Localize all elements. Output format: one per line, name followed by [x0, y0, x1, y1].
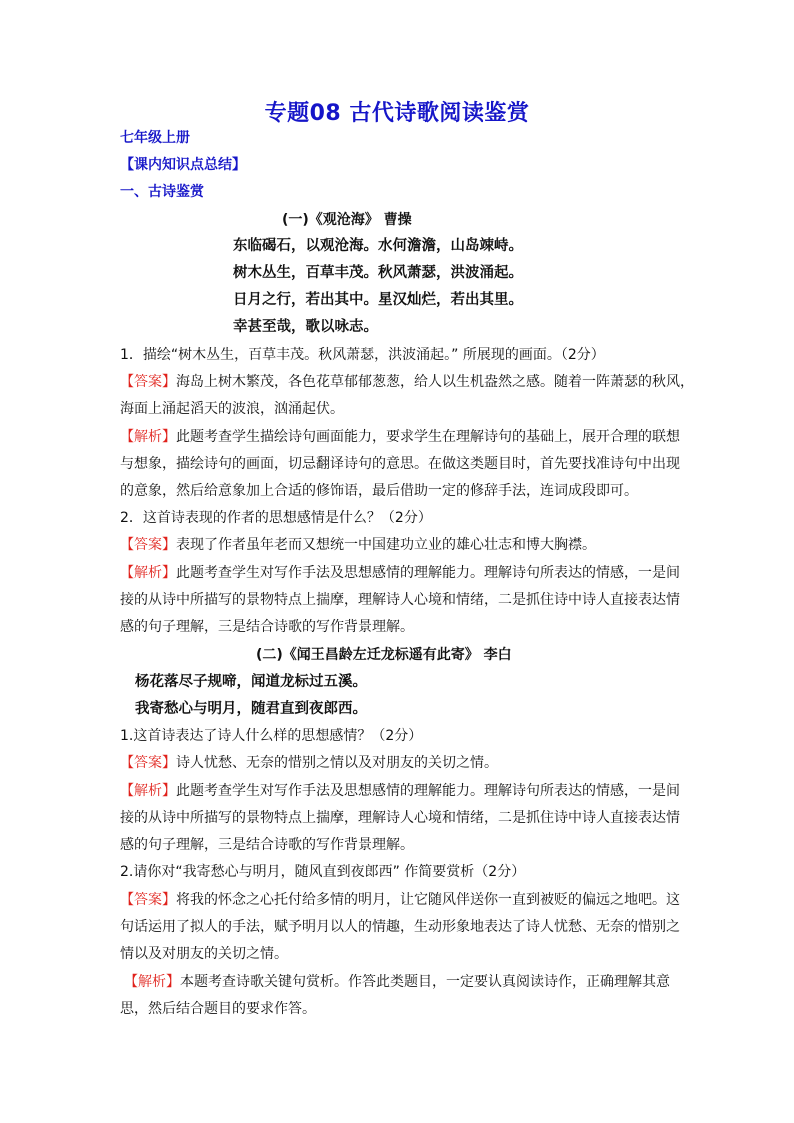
q1-analysis-cont: 的意象，然后给意象加上合适的修饰语，最后借助一定的修辞手法，连词成段即可。: [120, 483, 638, 499]
q3-analysis-cont: 接的从诗中所描写的景物特点上揣摩，理解诗人心境和情绪，二是抓住诗中诗人直接表达情: [120, 810, 680, 826]
q3-answer-line: [120, 753, 498, 773]
q4-question: 2.请你对“我寄愁心与明月，随风直到夜郎西” 作简要赏析（2分）: [120, 864, 526, 880]
poem1-line: 幸甚至哉，歌以咏志。: [233, 319, 378, 335]
q1-analysis-cont: 与想象，描绘诗句的画面，切忌翻译诗句的意思。在做这类题目时，首先要找准诗句中出现: [120, 456, 680, 472]
analysis-text: 此题考查学生对写作手法及思想感情的理解能力。理解诗句所表达的情感，一是间: [176, 783, 680, 799]
q1-answer-cont: 海面上涌起滔天的波浪，汹涌起伏。: [120, 401, 344, 417]
poem1-line: 树木丛生，百草丰茂。秋风萧瑟，洪波涌起。: [233, 265, 523, 281]
answer-tag: 【答案】: [120, 537, 176, 553]
poem1-title: (一)《观沧海》 曹操: [282, 212, 412, 228]
q1-analysis-line: [120, 427, 680, 447]
answer-text: 表现了作者虽年老而又想统一中国建功立业的雄心壮志和博大胸襟。: [176, 537, 596, 553]
q4-answer-cont: 句话运用了拟人的手法，赋予明月以人的情趣，生动形象地表达了诗人忧愁、无奈的惜别之: [120, 919, 680, 935]
analysis-text: 此题考查学生对写作手法及思想感情的理解能力。理解诗句所表达的情感，一是间: [176, 565, 680, 581]
answer-tag: 【答案】: [120, 755, 176, 771]
summary-heading: 【课内知识点总结】: [120, 157, 246, 173]
poem1-line: 东临碣石，以观沧海。水何澹澹，山岛竦峙。: [233, 238, 523, 254]
q2-analysis-cont: 感的句子理解，三是结合诗歌的写作背景理解。: [120, 619, 414, 635]
q2-answer-line: [120, 535, 596, 555]
answer-text: 诗人忧愁、无奈的惜别之情以及对朋友的关切之情。: [176, 755, 498, 771]
analysis-text: 本题考查诗歌关键句赏析。作答此类题目，一定要认真阅读诗作，正确理解其意: [180, 974, 670, 990]
q3-analysis-line: [120, 781, 680, 801]
poem2-line: 我寄愁心与明月，随君直到夜郎西。: [135, 701, 367, 717]
poem1-line: 日月之行，若出其中。星汉灿烂，若出其里。: [233, 292, 523, 308]
analysis-tag: 【解析】: [120, 429, 176, 445]
q4-analysis-line: [124, 972, 670, 992]
q2-question: 2．这首诗表现的作者的思想感情是什么？（2分）: [120, 510, 432, 526]
answer-text: 将我的怀念之心托付给多情的明月，让它随风伴送你一直到被贬的偏远之地吧。这: [176, 892, 680, 908]
analysis-tag: 【解析】: [120, 565, 176, 581]
q3-analysis-cont: 感的句子理解，三是结合诗歌的写作背景理解。: [120, 837, 414, 853]
q4-answer-cont: 情以及对朋友的关切之情。: [120, 946, 288, 962]
answer-tag: 【答案】: [120, 374, 176, 390]
q3-question: 1.这首诗表达了诗人什么样的思想感情？（2分）: [120, 728, 423, 744]
analysis-text: 此题考查学生描绘诗句画面能力，要求学生在理解诗句的基础上，展开合理的联想: [176, 429, 680, 445]
analysis-tag: 【解析】: [120, 783, 176, 799]
grade-label: 七年级上册: [120, 130, 190, 146]
poem2-line: 杨花落尽子规啼，闻道龙标过五溪。: [135, 674, 367, 690]
q4-analysis-cont: 思，然后结合题目的要求作答。: [120, 1001, 316, 1017]
answer-tag: 【答案】: [120, 892, 176, 908]
q2-analysis-line: [120, 563, 680, 583]
q1-question: 1．描绘“树木丛生，百草丰茂。秋风萧瑟，洪波涌起。” 所展现的画面。（2分）: [120, 347, 605, 363]
analysis-tag: 【解析】: [124, 974, 180, 990]
section-heading: 一、古诗鉴赏: [120, 184, 204, 200]
q1-answer-line: [120, 372, 694, 392]
q2-analysis-cont: 接的从诗中所描写的景物特点上揣摩，理解诗人心境和情绪，二是抓住诗中诗人直接表达情: [120, 592, 680, 608]
answer-text: 海岛上树木繁茂，各色花草郁郁葱葱，给人以生机盎然之感。随着一阵萧瑟的秋风，: [176, 374, 694, 390]
q4-answer-line: [120, 890, 680, 910]
page-title: 专题08 古代诗歌阅读鉴赏: [264, 101, 530, 126]
poem2-title: (二)《闻王昌龄左迁龙标遥有此寄》 李白: [256, 647, 512, 663]
